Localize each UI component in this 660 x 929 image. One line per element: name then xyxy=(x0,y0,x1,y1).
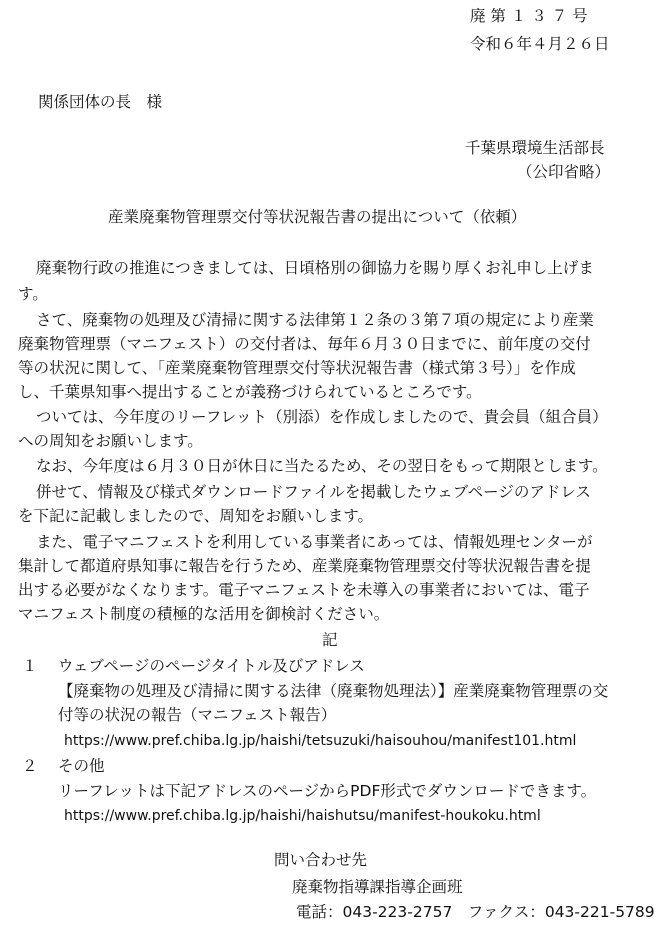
body-line: なお、今年度は６月３０日が休日に当たるため、その翌日をもって期限とします。 xyxy=(36,457,608,475)
item-number: ２ xyxy=(22,757,38,775)
body-line: 等の状況に関して、「産業廃棄物管理票交付等状況報告書（様式第３号）」を作成 xyxy=(18,359,576,377)
item-line: 【廃棄物の処理及び清掃に関する法律（廃棄物処理法）】産業廃棄物管理票の交 xyxy=(58,682,609,700)
body-line: を下記に記載しましたので、周知をお願いします。 xyxy=(18,507,373,525)
seal-note: （公印省略） xyxy=(517,163,611,181)
body-line: さて、廃棄物の処理及び清掃に関する法律第１２条の３第７項の規定により産業 xyxy=(36,311,594,329)
body-line: 併せて、情報及び様式ダウンロードファイルを掲載したウェブページのアドレス xyxy=(36,483,591,501)
body-line: また、電子マニフェストを利用している事業者にあっては、情報処理センターが xyxy=(36,533,593,551)
contact-heading: 問い合わせ先 xyxy=(274,851,368,869)
item-url-link[interactable]: https://www.pref.chiba.lg.jp/haishi/tetsuzuki/haisouhou/manifest101.html xyxy=(64,733,577,749)
body-line: し、千葉県知事へ提出することが義務づけられているところです。 xyxy=(18,383,482,401)
body-line: 出する必要がなくなります。電子マニフェストを未導入の事業者においては、電子 xyxy=(18,581,590,599)
body-line: す。 xyxy=(18,285,48,303)
subject-title: 産業廃棄物管理票交付等状況報告書の提出について（依頼） xyxy=(108,208,527,226)
document-date: 令和６年４月２６日 xyxy=(470,35,610,53)
body-line: マニフェスト制度の積極的な活用を御検討ください。 xyxy=(18,605,390,623)
notes-heading: 記 xyxy=(322,631,338,649)
body-line: ついては、今年度のリーフレット（別添）を作成しましたので、貴会員（組合員） xyxy=(36,408,608,426)
item-number: １ xyxy=(22,657,38,675)
recipient: 関係団体の長 様 xyxy=(38,93,163,111)
body-line: 廃棄物管理票（マニフェスト）の交付者は、毎年６月３０日までに、前年度の交付 xyxy=(18,335,591,353)
item-line: リーフレットは下記アドレスのページからPDF形式でダウンロードできます。 xyxy=(58,782,597,800)
body-line: 集計して都道府県知事に報告を行うため、産業廃棄物管理票交付等状況報告書を提 xyxy=(18,557,591,575)
item-title: その他 xyxy=(58,757,105,775)
contact-phone: 電話：043-223-2757 ファクス：043-221-5789 xyxy=(296,903,655,921)
item-line: 付等の状況の報告（マニフェスト報告） xyxy=(58,706,337,724)
body-line: への周知をお願いします。 xyxy=(18,432,203,450)
item-url-link[interactable]: https://www.pref.chiba.lg.jp/haishi/haishutsu/manifest-houkoku.html xyxy=(64,808,541,824)
item-title: ウェブページのページタイトル及びアドレス xyxy=(58,657,365,675)
document-number: 廃 第 １ ３ ７ 号 xyxy=(470,7,588,25)
sender: 千葉県環境生活部長 xyxy=(465,139,605,157)
body-line: 廃棄物行政の推進につきましては、日頃格別の御協力を賜り厚くお礼申し上げま xyxy=(36,259,594,277)
contact-department: 廃棄物指導課指導企画班 xyxy=(292,878,463,896)
